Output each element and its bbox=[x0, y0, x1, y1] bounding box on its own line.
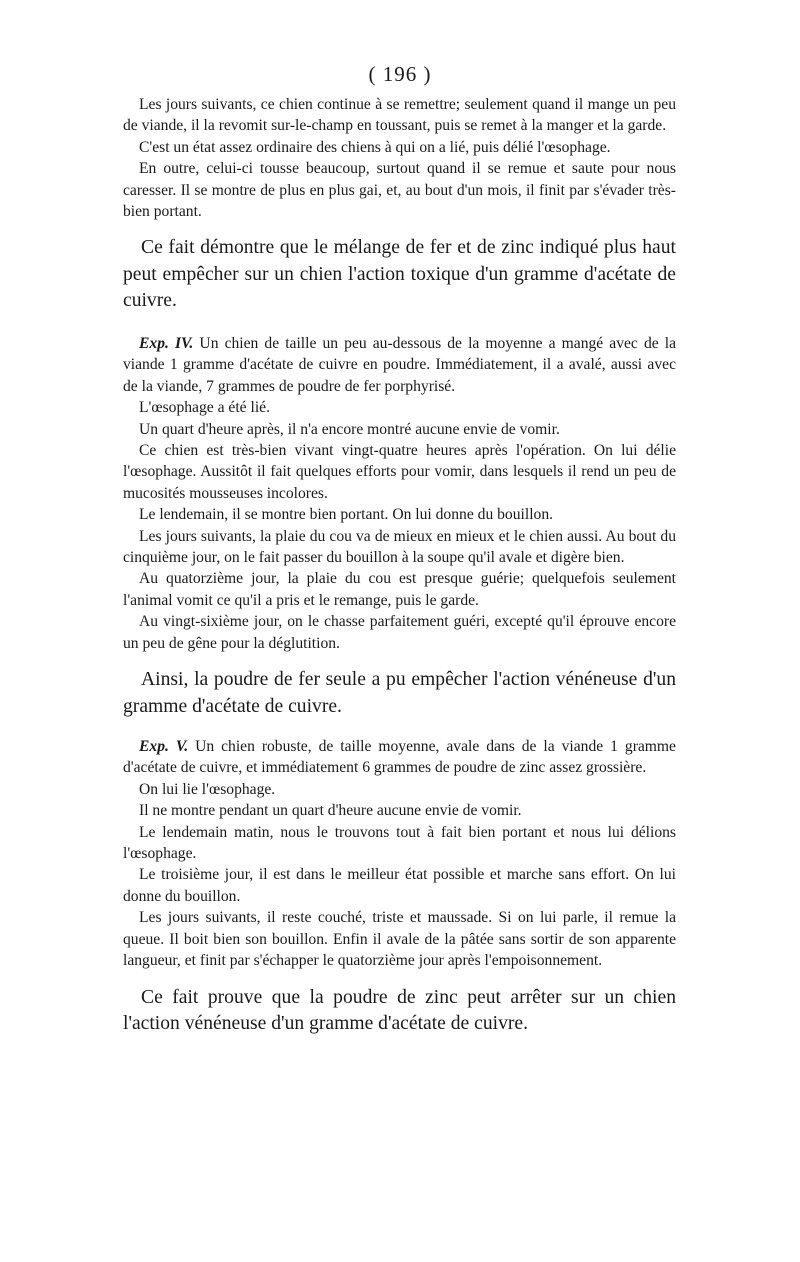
paragraph: C'est un état assez ordinaire des chiens à qui on a lié, puis délié l'œsophage. bbox=[139, 138, 611, 156]
conclusion-paragraph: Ce fait démontre que le mélange de fer et de zinc indiqué plus haut peut empêcher sur un chien l'action toxique d'un gramme d'acétate de cuivre. bbox=[123, 237, 676, 312]
paragraph: L'œsophage a été lié. bbox=[139, 399, 270, 417]
paragraph: Ce chien est très-bien vivant vingt-quatre heures après l'opération. On lui délie l'œsophage. Aussitôt il fait quelques efforts pour vomir, dans lesquels il rend un peu de mucosités mousseuses incolores. bbox=[123, 441, 676, 502]
experiment-4-paragraph bbox=[123, 333, 676, 397]
paragraph: Un quart d'heure après, il n'a encore montré aucune envie de vomir. bbox=[139, 420, 560, 438]
conclusion-paragraph: Ce fait prouve que la poudre de zinc peut arrêter sur un chien l'action vénéneuse d'un gramme d'acétate de cuivre. bbox=[123, 986, 676, 1034]
page-body bbox=[123, 94, 676, 1038]
page-number: ( 196 ) bbox=[368, 62, 432, 86]
experiment-text: Un chien de taille un peu au-dessous de la moyenne a mangé avec de la viande 1 gramme d'acétate de cuivre en poudre. Immédiatement, il a avalé, aussi avec de la viande, 7 grammes de poudre de fer porphyrisé. bbox=[123, 334, 676, 395]
paragraph: Le lendemain matin, nous le trouvons tout à fait bien portant et nous lui délions l'œsophage. bbox=[123, 823, 676, 863]
experiment-text: Un chien robuste, de taille moyenne, avale dans de la viande 1 gramme d'acétate de cuivre, et immédiatement 6 grammes de poudre de zinc assez grossière. bbox=[123, 738, 676, 777]
experiment-label: Exp. IV. bbox=[139, 334, 194, 352]
paragraph: En outre, celui-ci tousse beaucoup, surtout quand il se remue et saute pour nous caresser. Il se montre de plus en plus gai, et, au bout d'un mois, il finit par s'évader très-bien portant. bbox=[123, 160, 676, 221]
paragraph: Au vingt-sixième jour, on le chasse parfaitement guéri, excepté qu'il éprouve encore un peu de gêne pour la déglutition. bbox=[123, 613, 676, 652]
paragraph: On lui lie l'œsophage. bbox=[139, 780, 276, 798]
paragraph: Au quatorzième jour, la plaie du cou est presque guérie; quelquefois seulement l'animal vomit ce qu'il a pris et le remange, puis le garde. bbox=[123, 570, 676, 609]
paragraph: Les jours suivants, la plaie du cou va de mieux en mieux et le chien aussi. Au bout du cinquième jour, on le fait passer du bouillon à la soupe qu'il avale et digère bien. bbox=[123, 527, 676, 566]
experiment-5-paragraph bbox=[123, 736, 676, 779]
paragraph: Les jours suivants, il reste couché, triste et maussade. Si on lui parle, il remue la queue. Il boit bien son bouillon. Enfin il avale de la pâtée sans sortir de son apparente langueur, et finit par s'échapper le quatorzième jour après l'empoisonnement. bbox=[123, 909, 676, 970]
experiment-label: Exp. V. bbox=[139, 738, 189, 756]
paragraph: Le troisième jour, il est dans le meilleur état possible et marche sans effort. On lui donne du bouillon. bbox=[123, 866, 676, 905]
paragraph: Il ne montre pendant un quart d'heure aucune envie de vomir. bbox=[139, 802, 522, 820]
paragraph: Les jours suivants, ce chien continue à se remettre; seulement quand il mange un peu de viande, il la revomit sur-le-champ en toussant, puis se remet à la manger et la garde. bbox=[123, 96, 676, 135]
conclusion-paragraph: Ainsi, la poudre de fer seule a pu empêcher l'action vénéneuse d'un gramme d'acétate de cuivre. bbox=[123, 669, 676, 717]
paragraph: Le lendemain, il se montre bien portant. On lui donne du bouillon. bbox=[139, 506, 554, 524]
